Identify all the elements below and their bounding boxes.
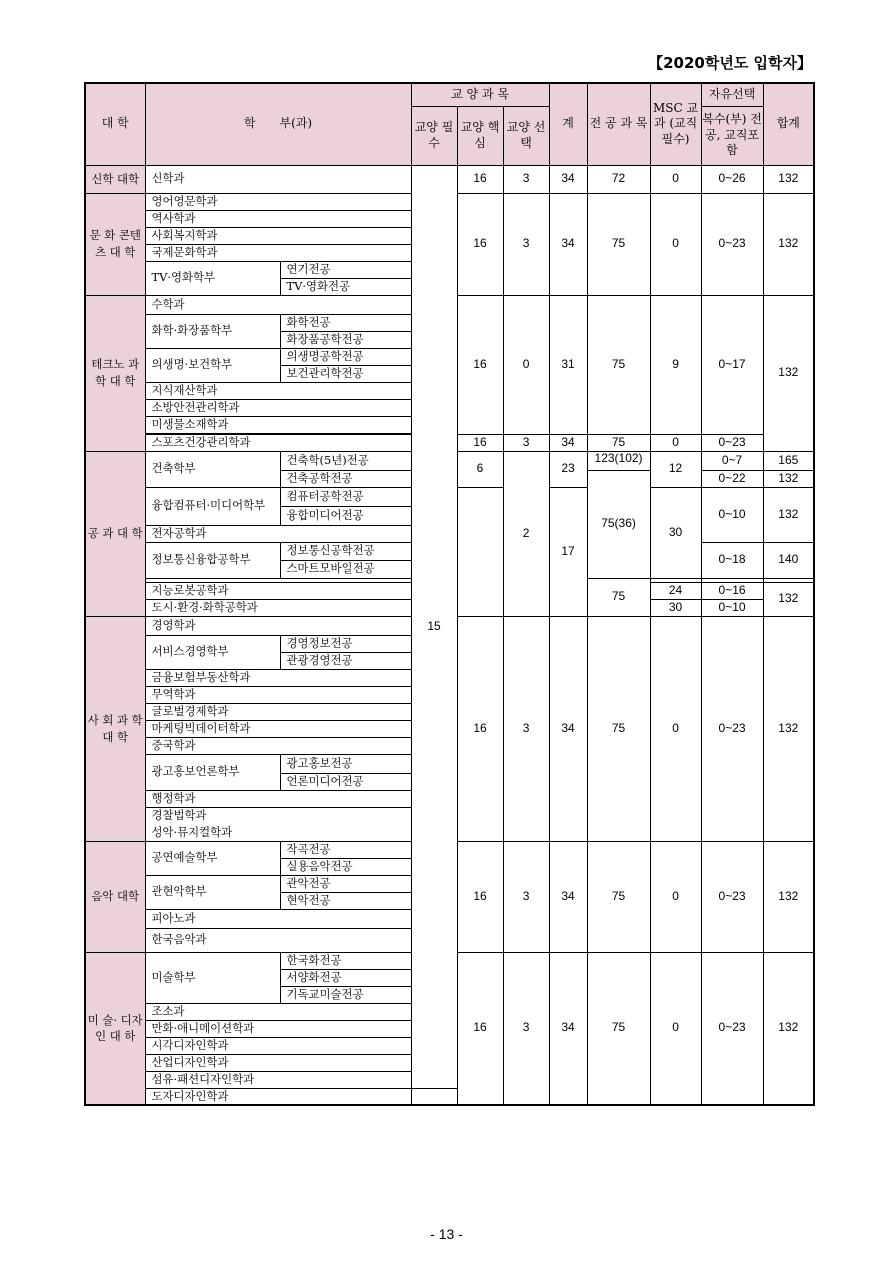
college-theology: 신학 대학 [85,165,145,193]
college-music: 음악 대학 [85,841,145,952]
header-total: 합계 [763,83,814,165]
dept-row: 영어영문학과 [145,193,411,210]
value-cell: 0~18 [701,542,763,578]
dept-row: 경찰법학과 [145,807,411,824]
dept-row: 시각디자인학과 [145,1037,411,1054]
major-row: 언론미디어전공 [280,773,411,790]
value-cell: 16 [457,841,503,952]
dept-row: 수학과 [145,295,411,314]
major-row: 연기전공 [280,261,411,278]
dept-row: 도자디자인학과 [145,1088,411,1105]
value-cell: 0 [650,616,701,841]
value-cell: 0 [650,841,701,952]
major-row: 보건관리학전공 [280,365,411,382]
value-cell: 17 [549,487,587,616]
dept-row: 건축학부 [145,451,280,487]
value-cell: 16 [457,165,503,193]
dept-row: 화학·화장품학부 [145,314,280,348]
blank-cell [457,487,503,616]
dept-row: 서비스경영학부 [145,635,280,669]
dept-row: 도시·환경·화학공학과 [145,599,411,616]
header-msc: MSC 교과 (교직 필수) [650,83,701,165]
dept-row: 공연예술학부 [145,841,280,875]
value-cell: 165 [763,451,814,470]
value-cell: 3 [503,193,549,295]
major-row: 서양화전공 [280,969,411,986]
major-row: 건축학(5년)전공 [280,451,411,470]
dept-row: TV·영화학부 [145,261,280,295]
major-row: 광고홍보전공 [280,754,411,773]
dept-row: 금융보험부동산학과 [145,669,411,686]
dept-row: 국제문화학과 [145,244,411,261]
major-row: TV·영화전공 [280,278,411,295]
major-row: 현악전공 [280,892,411,909]
value-cell: 16 [457,616,503,841]
header-major: 전 공 과 목 [587,83,650,165]
value-cell: 34 [549,952,587,1105]
value-cell: 75 [587,616,650,841]
dept-row: 피아노과 [145,909,411,928]
header-lib-elective: 교양 선택 [503,106,549,165]
college-eng: 공 과 대 학 [85,451,145,616]
value-cell: 0 [650,434,701,451]
major-row: 관악전공 [280,875,411,892]
college-art: 미 술· 디자인 대 하 [85,952,145,1105]
value-cell: 0~22 [701,470,763,487]
value-cell: 3 [503,165,549,193]
value-cell: 72 [587,165,650,193]
value-cell: 0~23 [701,841,763,952]
value-cell: 3 [503,952,549,1105]
value-cell: 0~26 [701,165,763,193]
dept-row: 미술학부 [145,952,280,1003]
value-cell: 3 [503,616,549,841]
value-cell: 132 [763,841,814,952]
dept-row: 행정학과 [145,790,411,807]
dept-row: 마케팅빅데이터학과 [145,720,411,737]
value-cell: 132 [763,616,814,841]
value-cell: 16 [457,193,503,295]
college-social: 사 회 과 학 대 학 [85,616,145,841]
dept-row: 의생명·보건학부 [145,348,280,382]
college-techno: 테크노 과 학 대 학 [85,295,145,451]
value-cell: 123(102) [587,451,650,470]
dept-row: 광고홍보언론학부 [145,754,280,790]
dept-row: 전자공학과 [145,525,411,542]
major-row: 화학전공 [280,314,411,331]
value-cell: 23 [549,451,587,487]
dept-row: 만화·애니메이션학과 [145,1020,411,1037]
value-cell: 34 [549,434,587,451]
value-cell: 30 [650,599,701,616]
dept-row: 글로벌경제학과 [145,703,411,720]
value-cell: 140 [763,542,814,578]
dept-row: 지식재산학과 [145,382,411,399]
value-cell: 0~23 [701,434,763,451]
dept-row: 한국음악과 [145,928,411,952]
lib-required-value: 15 [411,165,457,1088]
dept-row: 관현악학부 [145,875,280,909]
value-cell: 30 [650,487,701,578]
major-row: 화장품공학전공 [280,331,411,348]
value-cell: 132 [763,470,814,487]
major-row: 정보통신공학전공 [280,542,411,560]
value-cell: 75 [587,578,650,616]
dept-row: 섬유·패션디자인학과 [145,1071,411,1088]
major-row: 의생명공학전공 [280,348,411,365]
value-cell: 132 [763,295,814,451]
value-cell: 24 [650,582,701,599]
page-heading: 【2020학년도 입학자】 [648,54,812,72]
major-row: 한국화전공 [280,952,411,969]
dept-row: 사회복지학과 [145,227,411,244]
dept-row: 스포츠건강관리학과 [145,434,411,451]
header-subtotal: 계 [549,83,587,165]
value-cell: 16 [457,952,503,1105]
major-row: 기독교미술전공 [280,986,411,1003]
value-cell: 34 [549,193,587,295]
value-cell: 0~23 [701,952,763,1105]
major-row: 스마트모바일전공 [280,560,411,578]
value-cell: 0~10 [701,599,763,616]
value-cell: 0~17 [701,295,763,434]
major-row: 관광경영전공 [280,652,411,669]
value-cell: 0~16 [701,582,763,599]
dept-row: 중국학과 [145,737,411,754]
dept-row: 신학과 [145,165,411,193]
value-cell: 132 [763,165,814,193]
college-culture: 문 화 콘텐츠 대 학 [85,193,145,295]
value-cell: 0~7 [701,451,763,470]
value-cell: 75 [587,193,650,295]
value-cell: 34 [549,616,587,841]
header-lib-core: 교양 핵심 [457,106,503,165]
value-cell: 34 [549,165,587,193]
header-lib-required: 교양 필수 [411,106,457,165]
dept-row: 융합컴퓨터·미디어학부 [145,487,280,525]
dept-row: 미생물소재학과 [145,416,411,433]
major-row: 건축공학전공 [280,470,411,487]
value-cell: 0 [503,295,549,434]
major-row: 작곡전공 [280,841,411,858]
dept-row: 산업디자인학과 [145,1054,411,1071]
value-cell: 0 [650,952,701,1105]
value-cell: 2 [503,451,549,616]
page-number: - 13 - [430,1226,463,1242]
header-free-title: 자유선택 [701,83,763,106]
major-row: 컴퓨터공학전공 [280,487,411,506]
value-cell: 31 [549,295,587,434]
value-cell: 75 [587,952,650,1105]
major-row: 실용음악전공 [280,858,411,875]
value-cell: 16 [457,434,503,451]
major-row: 경영정보전공 [280,635,411,652]
value-cell: 0 [650,193,701,295]
value-cell: 0~10 [701,487,763,542]
dept-row: 지능로봇공학과 [145,582,411,599]
value-cell: 132 [763,952,814,1105]
value-cell: 0 [650,165,701,193]
value-cell: 132 [763,487,814,542]
dept-row: 조소과 [145,1003,411,1020]
value-cell: 9 [650,295,701,434]
value-cell: 75 [587,295,650,434]
value-cell: 75 [587,434,650,451]
value-cell: 132 [763,193,814,295]
dept-row: 소방안전관리학과 [145,399,411,416]
value-cell: 0~23 [701,193,763,295]
value-cell: 75 [587,841,650,952]
dept-row: 정보통신융합공학부 [145,542,280,578]
value-cell: 12 [650,451,701,487]
value-cell: 0~23 [701,616,763,841]
curriculum-table [84,82,815,1106]
header-free-sub: 복수(부) 전공, 교직포함 [701,106,763,165]
value-cell: 16 [457,295,503,434]
dept-row: 성악·뮤지컬학과 [145,824,411,841]
value-cell: 3 [503,841,549,952]
header-department: 학 부(과) [145,83,411,165]
value-cell: 3 [503,434,549,451]
header-liberal: 교 양 과 목 [411,83,549,106]
dept-row: 경영학과 [145,616,411,635]
header-college: 대 학 [85,83,145,165]
value-cell: 75(36) [587,470,650,578]
value-cell: 34 [549,841,587,952]
value-cell: 132 [763,582,814,616]
dept-row: 역사학과 [145,210,411,227]
major-row: 융합미디어전공 [280,506,411,525]
dept-row: 무역학과 [145,686,411,703]
value-cell: 6 [457,451,503,487]
